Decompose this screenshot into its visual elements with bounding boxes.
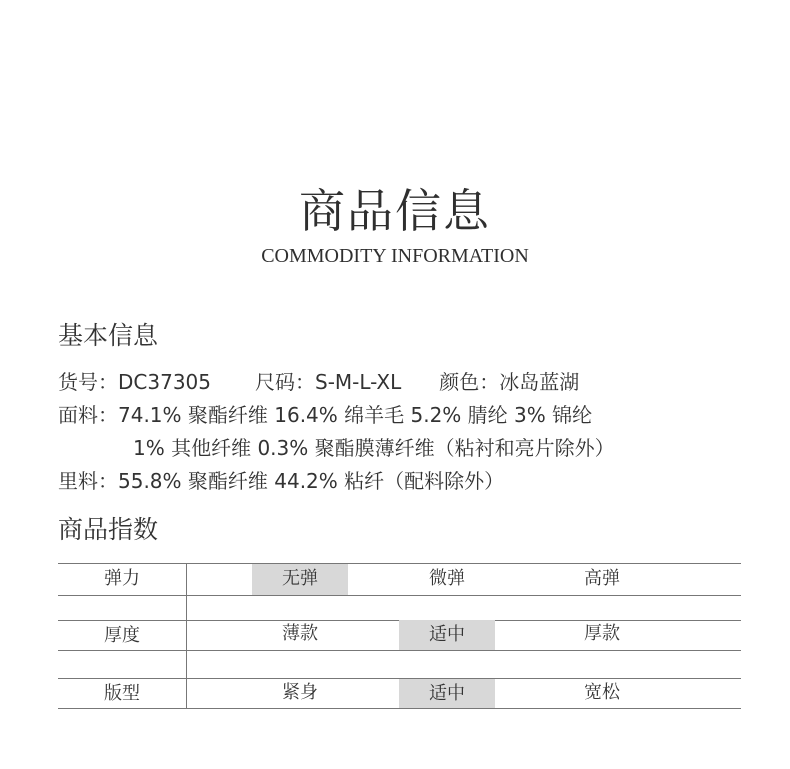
color-label: 颜色： — [439, 370, 500, 394]
spec-option-fit-loose: 宽松 — [584, 682, 620, 703]
spec-option-elasticity-high: 高弹 — [584, 568, 620, 589]
spec-row-label-fit: 版型 — [104, 683, 140, 704]
table-divider — [58, 595, 741, 596]
item-no-label: 货号： — [58, 370, 118, 394]
basic-info-heading: 基本信息 — [58, 321, 159, 350]
page-title: 商品信息 — [299, 184, 491, 238]
lining-label: 里料： — [58, 469, 118, 493]
spec-option-thickness-medium: 适中 — [399, 620, 495, 650]
fabric-line-1 — [58, 401, 592, 429]
page-subtitle: COMMODITY INFORMATION — [261, 245, 529, 267]
spec-index-table — [58, 563, 741, 709]
spec-row-label-thickness: 厚度 — [104, 625, 140, 646]
color-value: 冰岛蓝湖 — [499, 370, 580, 394]
fabric-label: 面料： — [58, 403, 118, 427]
spec-option-thickness-thick: 厚款 — [584, 623, 620, 644]
spec-option-fit-slim: 紧身 — [282, 682, 318, 703]
lining-value: 55.8% 聚酯纤维 44.2% 粘纤（配料除外） — [118, 469, 505, 493]
spec-row-label-elasticity: 弹力 — [104, 568, 140, 589]
spec-option-thickness-thin: 薄款 — [282, 623, 318, 644]
spec-index-heading: 商品指数 — [58, 515, 159, 544]
spec-option-fit-regular: 适中 — [399, 679, 495, 708]
item-no-value: DC37305 — [118, 370, 211, 394]
table-column-divider — [186, 563, 187, 709]
lining-line — [58, 467, 504, 495]
basic-info-line-1 — [58, 368, 579, 396]
size-label: 尺码： — [255, 370, 315, 394]
fabric-line-2 — [133, 434, 615, 462]
spec-option-elasticity-none: 无弹 — [252, 564, 348, 595]
fabric-value-2: 1% 其他纤维 0.3% 聚酯膜薄纤维（粘衬和亮片除外） — [133, 436, 615, 460]
size-value: S-M-L-XL — [315, 370, 402, 394]
spec-option-elasticity-slight: 微弹 — [429, 568, 465, 589]
fabric-value-1: 74.1% 聚酯纤维 16.4% 绵羊毛 5.2% 腈纶 3% 锦纶 — [118, 403, 593, 427]
